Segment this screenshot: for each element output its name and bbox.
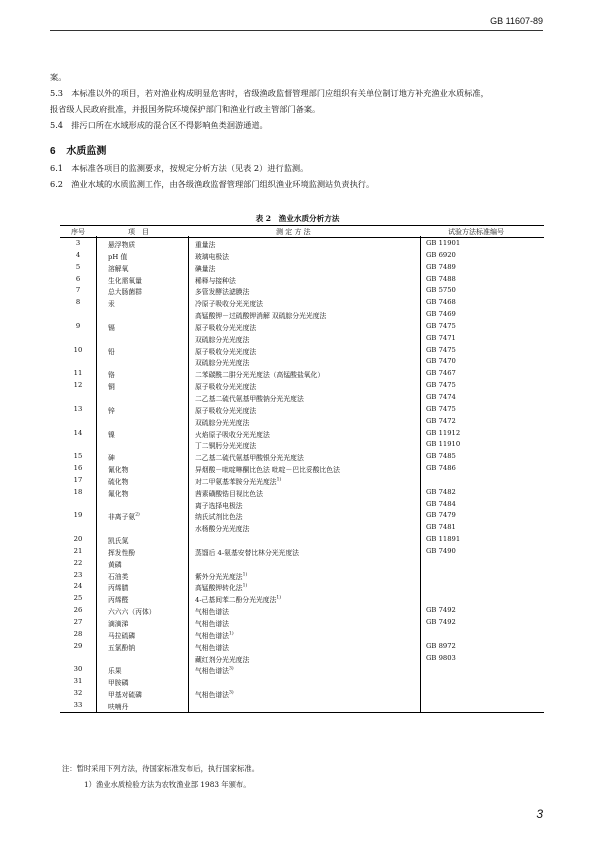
row-number: 17 (73, 475, 83, 484)
table-row (60, 546, 544, 558)
table-row (60, 416, 544, 428)
header-standard: 试验方法标准编号 (448, 228, 504, 236)
footnote-marker: 3) (228, 667, 234, 673)
row-method: 原子吸收分光光度法 (195, 406, 257, 415)
analysis-methods-table (60, 225, 544, 713)
row-standard: GB 11901 (426, 239, 461, 247)
row-standard: GB 7475 (426, 321, 456, 330)
row-method: 离子选择电极法 (195, 501, 243, 510)
table-row (60, 333, 544, 345)
row-method: 高锰酸钾－过硫酸钾消解 双硫腙分光光度法 (195, 312, 327, 321)
row-item: 滴滴涕 (108, 620, 129, 628)
paragraph: 6.1 本标准各项目的监测要求，按规定分析方法（见表 2）进行监测。 (50, 163, 309, 173)
row-standard: GB 7489 (426, 262, 456, 271)
table-row (60, 356, 544, 368)
row-number: 8 (75, 298, 81, 307)
row-item: 铜 (108, 383, 115, 392)
table-row (60, 641, 544, 653)
row-standard: GB 7471 (426, 333, 456, 342)
row-number: 6 (75, 274, 81, 283)
table-row (60, 380, 544, 392)
row-standard: GB 7482 (426, 487, 456, 496)
paragraph: 6.2 渔业水域的水质监测工作，由各级渔政监督管理部门组织渔业环境监测站负责执行。 (50, 179, 375, 189)
footnote-marker: 1) (242, 572, 248, 578)
row-number: 5 (75, 262, 81, 271)
row-method: 气相色谱法 (195, 608, 229, 617)
row-standard: GB 5750 (426, 286, 456, 295)
row-item: 铬 (108, 371, 115, 380)
table-row (60, 262, 544, 274)
row-standard: GB 8972 (426, 641, 456, 650)
table-row (60, 392, 544, 404)
row-item: 六六六（丙体） (108, 608, 156, 617)
table-row (60, 475, 544, 487)
footnote-marker: 1) (228, 631, 234, 637)
row-method: 茜素磺酸锆目视比色法 (195, 489, 263, 498)
row-standard: GB 7469 (426, 310, 456, 319)
table-row (60, 451, 544, 463)
row-method: 气相色谱法$^{3)}$ (195, 690, 234, 700)
table-row (60, 676, 544, 688)
row-method: 二乙基二硫代氨基甲酸钠分光光度法 (195, 394, 304, 403)
row-item: 凯氏氮 (108, 537, 129, 546)
row-method: 原子吸收分光光度法 (195, 347, 257, 356)
row-number: 16 (73, 464, 83, 473)
row-item: 镉 (108, 323, 115, 332)
row-number: 15 (73, 452, 83, 461)
header-rule (50, 30, 543, 31)
row-item: 丙烯腈 (108, 584, 129, 593)
row-number: 12 (73, 381, 83, 390)
row-item: 非离子氨$^{2)}$ (108, 513, 140, 522)
row-number: 29 (73, 641, 83, 650)
row-method: 双硫腙分光光度法 (195, 335, 250, 344)
row-standard: GB 11891 (426, 535, 461, 544)
row-method: 紫外分光光度法$^{1)}$ (195, 572, 248, 581)
paragraph: 报省级人民政府批准，并报国务院环境保护部门和渔业行政主管部门备案。 (50, 104, 321, 114)
row-standard: GB 7475 (426, 381, 456, 390)
row-method: 4-己基间苯二酚分光光度法$^{1)}$ (195, 596, 282, 605)
row-method: 火焰原子吸收分光光度法 (195, 430, 270, 439)
table-row (60, 238, 544, 250)
row-method: 玻璃电极法 (195, 252, 229, 261)
row-standard: GB 7467 (426, 369, 456, 378)
table-row (60, 404, 544, 416)
row-standard: GB 7488 (426, 274, 456, 283)
table-row (60, 274, 544, 286)
row-standard: GB 7475 (426, 345, 456, 354)
row-method: 藏红剂分光光度法 (195, 655, 250, 664)
row-item: 五氯酚钠 (108, 643, 136, 652)
row-item: 氰化物 (108, 466, 129, 475)
row-item: 砷 (108, 454, 115, 463)
table-row (60, 522, 544, 534)
row-method: 纳氏试剂比色法 (195, 513, 243, 522)
row-method: 对二甲氨基苯胺分光光度法$^{1)}$ (195, 477, 282, 486)
row-number: 22 (73, 558, 83, 567)
table-row (60, 570, 544, 582)
row-item: 总大肠菌群 (108, 288, 142, 297)
row-item: 悬浮物质 (108, 241, 136, 249)
table-footnote: 1）渔业水质检验方法为农牧渔业部 1983 年颁布。 (84, 780, 251, 789)
row-number: 20 (73, 535, 83, 544)
row-standard: GB 7484 (426, 499, 456, 508)
row-standard: GB 7472 (426, 416, 456, 425)
table-row (60, 428, 544, 440)
row-number: 18 (73, 487, 83, 496)
table-row (60, 605, 544, 617)
row-number: 4 (75, 250, 81, 259)
table-caption: 表 2 渔业水质分析方法 (255, 214, 340, 223)
row-method: 气相色谱法$^{1)}$ (195, 631, 234, 640)
row-item: 挥发性酚 (108, 548, 136, 557)
footnote-marker: 1) (276, 596, 282, 602)
row-standard: GB 7490 (426, 546, 456, 555)
footnote-marker: 1) (276, 477, 282, 483)
row-standard: GB 11910 (426, 440, 461, 449)
row-method: 蒸馏后 4-氨基安替比林分光光度法 (195, 548, 299, 557)
section-number: 6 (50, 146, 56, 157)
row-standard: GB 7492 (426, 606, 456, 615)
table-row (60, 581, 544, 593)
footnote-marker: 3) (228, 690, 234, 696)
row-method: 稀释与接种法 (195, 276, 236, 285)
table-row (60, 297, 544, 309)
header-item: 项 目 (128, 228, 149, 236)
row-number: 33 (73, 700, 83, 709)
footnote-marker: 1) (242, 584, 248, 590)
row-item: 铅 (108, 347, 115, 356)
row-item: 丙烯醛 (108, 596, 129, 605)
row-method: 水杨酸分光光度法 (195, 525, 250, 534)
row-item: 溶解氧 (108, 264, 129, 273)
row-number: 30 (73, 665, 83, 674)
table-row (60, 700, 544, 712)
row-method: 异烟酸－吡啶啉酮比色法 吡啶－巴比妥酸比色法 (195, 466, 340, 475)
row-item: 马拉硫磷 (108, 631, 136, 640)
row-item: 甲基对硫磷 (108, 691, 142, 700)
paragraph: 案。 (50, 72, 67, 82)
row-number: 24 (73, 582, 83, 591)
row-standard: GB 6920 (426, 250, 456, 259)
row-number: 13 (73, 404, 83, 413)
row-number: 28 (73, 629, 83, 638)
row-number: 32 (73, 689, 83, 698)
document-number: GB 11607-89 (490, 16, 543, 26)
row-item: 呋喃丹 (108, 702, 129, 711)
table-row (60, 439, 544, 451)
row-method: 重量法 (195, 241, 216, 249)
row-number: 27 (73, 618, 83, 626)
row-number: 26 (73, 606, 83, 615)
table-row (60, 250, 544, 262)
row-number: 23 (73, 570, 83, 579)
header-no: 序号 (71, 228, 85, 236)
row-standard: GB 7470 (426, 357, 456, 366)
row-standard: GB 7475 (426, 404, 456, 413)
table-row (60, 617, 544, 629)
section-heading (50, 142, 106, 157)
row-method: 原子吸收分光光度法 (195, 383, 257, 392)
row-standard: GB 7481 (426, 523, 456, 532)
table-row (60, 534, 544, 546)
section-title: 水质监测 (66, 146, 107, 157)
row-method: 原子吸收分光光度法 (195, 323, 257, 332)
row-number: 21 (73, 546, 83, 555)
row-method: 气相色谱法 (195, 620, 229, 628)
row-method: 双硫腙分光光度法 (195, 359, 250, 368)
row-number: 9 (75, 321, 81, 330)
row-method: 双硫腙分光光度法 (195, 418, 250, 427)
header-method: 测 定 方 法 (276, 228, 311, 236)
footnote-marker: 2) (135, 513, 140, 519)
table-row (60, 368, 544, 380)
row-item: 锌 (108, 406, 115, 415)
row-item: 石油类 (108, 572, 129, 581)
table-row (60, 593, 544, 605)
row-standard: GB 7486 (426, 464, 456, 473)
table-header (60, 226, 544, 238)
row-item: 氟化物 (108, 489, 129, 498)
row-number: 3 (75, 239, 81, 247)
row-item: 乐果 (108, 667, 122, 676)
row-method: 丁二铜肟分光光度法 (195, 442, 257, 451)
row-number: 10 (73, 345, 83, 354)
row-item: 镍 (108, 430, 115, 439)
row-standard: GB 7492 (426, 618, 456, 626)
row-item: 汞 (108, 300, 115, 309)
table-row (60, 321, 544, 333)
row-number: 19 (73, 511, 83, 520)
paragraph: 5.3 本标准以外的项目，若对渔业构成明显危害时，省级渔政监督管理部门应组织有关单位制订地方补充渔业水质标准， (50, 88, 489, 98)
row-item: pH 值 (108, 252, 128, 261)
table-row (60, 510, 544, 522)
row-number: 14 (73, 428, 83, 437)
table-row (60, 558, 544, 570)
table-row (60, 653, 544, 665)
row-item: 生化需氧量 (108, 276, 142, 285)
row-standard: GB 7479 (426, 511, 456, 520)
table-row (60, 285, 544, 297)
row-number: 11 (73, 369, 83, 378)
row-number: 25 (73, 594, 83, 603)
paragraph: 5.4 排污口所在水域形成的混合区不得影响鱼类洄游通道。 (50, 120, 268, 130)
table-row (60, 463, 544, 475)
table-note: 注：暂时采用下列方法，待国家标准发布后，执行国家标准。 (62, 764, 260, 773)
table-row (60, 664, 544, 676)
table-row (60, 688, 544, 700)
row-method: 冷原子吸收分光光度法 (195, 300, 263, 309)
row-standard: GB 9803 (426, 653, 456, 662)
page-number: 3 (536, 807, 543, 821)
table-row (60, 309, 544, 321)
table-row (60, 345, 544, 357)
table-body (60, 238, 544, 712)
row-item: 黄磷 (108, 560, 122, 569)
row-number: 7 (75, 286, 81, 295)
row-item: 硫化物 (108, 477, 129, 486)
row-method: 高锰酸钾转化法$^{1)}$ (195, 584, 248, 593)
row-standard: GB 7474 (426, 392, 456, 401)
row-method: 二乙基二硫代氨基甲酸银分光光度法 (195, 454, 304, 463)
row-standard: GB 7485 (426, 452, 456, 461)
row-method: 碘量法 (195, 264, 216, 273)
table-row (60, 499, 544, 511)
table-row (60, 487, 544, 499)
row-standard: GB 11912 (426, 428, 461, 437)
row-standard: GB 7468 (426, 298, 456, 307)
row-item: 甲胺磷 (108, 679, 129, 688)
row-method: 二苯碳酰二肼分光光度法（高锰酸盐氧化） (195, 371, 325, 380)
table-row (60, 629, 544, 641)
row-method: 气相色谱法 (195, 643, 229, 652)
row-method: 气相色谱法$^{3)}$ (195, 667, 234, 676)
row-number: 31 (73, 677, 83, 686)
row-method: 多管发酵法滤膜法 (195, 288, 250, 297)
